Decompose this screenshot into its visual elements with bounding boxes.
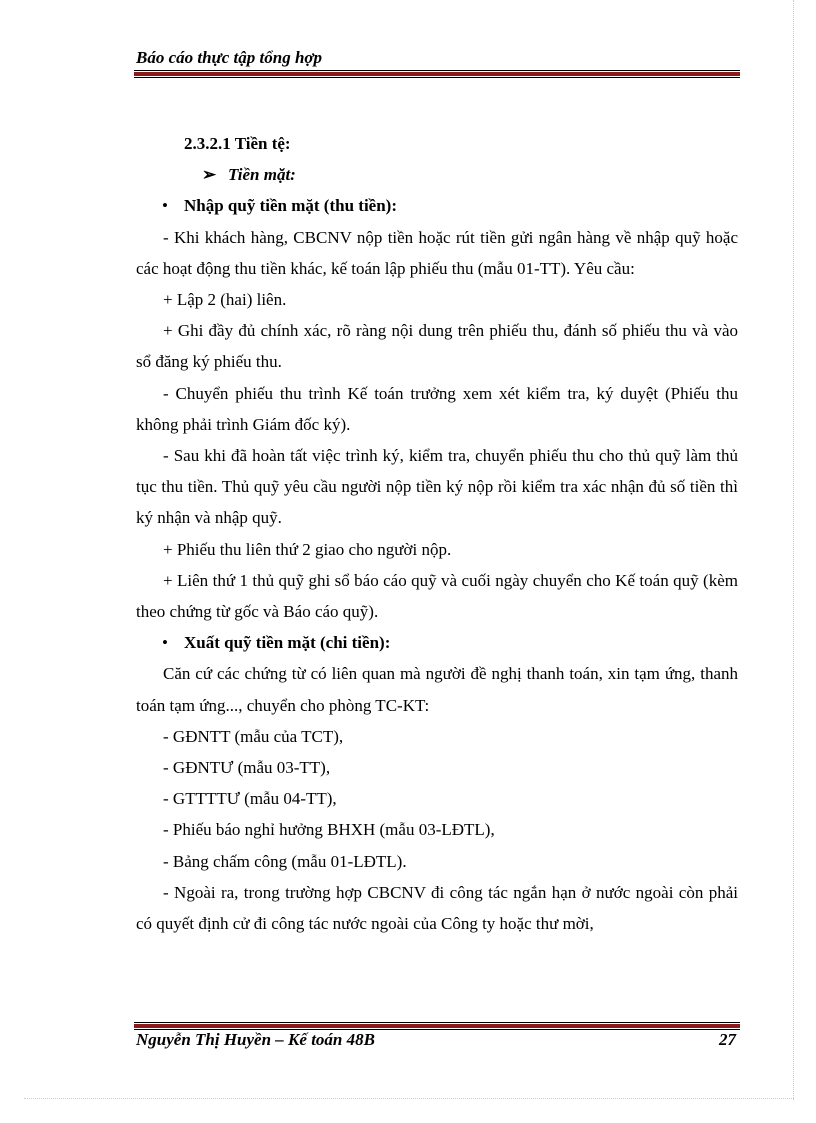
- footer-rule: [134, 1022, 740, 1030]
- bullet-heading: [136, 627, 738, 658]
- page-body: [136, 128, 738, 939]
- page-number: 27: [719, 1030, 736, 1049]
- list-item: - Bảng chấm công (mẫu 01-LĐTL).: [163, 851, 407, 871]
- paragraph: + Liên thứ 1 thủ quỹ ghi sổ báo cáo quỹ và cuối ngày chuyển cho Kế toán quỹ (kèm theo chứng từ gốc và Báo cáo quỹ).: [136, 570, 738, 622]
- arrow-bullet-icon: ➢: [202, 165, 217, 185]
- paragraph: - Ngoài ra, trong trường hợp CBCNV đi công tác ngắn hạn ở nước ngoài còn phải có quyết định cử đi công tác nước ngoài của Công ty hoặc thư mời,: [136, 882, 738, 934]
- page-border-right: [793, 0, 794, 1100]
- list-item: - GĐNTT (mẫu của TCT),: [163, 726, 344, 746]
- footer-author: Nguyễn Thị Huyền – Kế toán 48B: [136, 1030, 375, 1049]
- bullet-icon: •: [162, 633, 168, 653]
- list-item: - GTTTTƯ (mẫu 04-TT),: [163, 789, 337, 809]
- paragraph: Căn cứ các chứng từ có liên quan mà người đề nghị thanh toán, xin tạm ứng, thanh toán tạm ứng..., chuyển cho phòng TC-KT:: [136, 664, 738, 715]
- bullet-heading-text: Xuất quỹ tiền mặt (chi tiền):: [184, 633, 391, 653]
- paragraph: - Khi khách hàng, CBCNV nộp tiền hoặc rút tiền gửi ngân hàng về nhập quỹ hoặc các hoạt động thu tiền khác, kế toán lập phiếu thu (mẫu 01-TT). Yêu cầu:: [136, 227, 738, 278]
- list-item: - GĐNTƯ (mẫu 03-TT),: [163, 758, 331, 778]
- section-heading: 2.3.2.1 Tiền tệ:: [184, 134, 291, 153]
- paragraph: - Chuyển phiếu thu trình Kế toán trưởng xem xét kiểm tra, ký duyệt (Phiếu thu không phải trình Giám đốc ký).: [136, 383, 738, 434]
- list-item: - Phiếu báo nghỉ hưởng BHXH (mẫu 03-LĐTL),: [163, 820, 495, 840]
- subsection-heading: [136, 159, 738, 190]
- bullet-heading: [136, 190, 738, 221]
- subsection-heading-text: Tiền mặt:: [228, 165, 296, 185]
- header-rule: [134, 70, 740, 78]
- bullet-heading-text: Nhập quỹ tiền mặt (thu tiền):: [184, 196, 397, 216]
- paragraph: + Lập 2 (hai) liên.: [163, 290, 287, 310]
- paragraph: - Sau khi đã hoàn tất việc trình ký, kiểm tra, chuyển phiếu thu cho thủ quỹ làm thủ tục thu tiền. Thủ quỹ yêu cầu người nộp tiền ký nộp rồi kiểm tra xác nhận đủ số tiền thì ký nhận và nhập quỹ.: [136, 446, 738, 528]
- paragraph: + Ghi đầy đủ chính xác, rõ ràng nội dung trên phiếu thu, đánh số phiếu thu và vào sổ đăng ký phiếu thu.: [136, 321, 738, 372]
- page-border-bottom: [24, 1098, 794, 1099]
- bullet-icon: •: [162, 196, 168, 216]
- paragraph: + Phiếu thu liên thứ 2 giao cho người nộp.: [163, 539, 452, 559]
- page-footer: [136, 1030, 736, 1050]
- header-title: Báo cáo thực tập tổng hợp: [136, 48, 323, 67]
